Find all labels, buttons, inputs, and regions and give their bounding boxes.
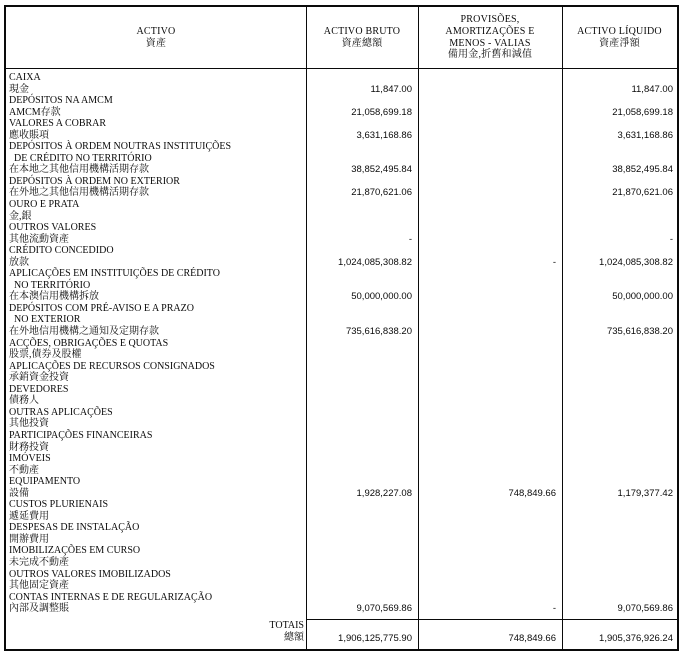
cell-amount: 21,870,621.06 [612, 187, 673, 199]
cell-amount: 38,852,495.84 [612, 164, 673, 176]
value-activo-liquido [562, 303, 677, 338]
value-activo-liquido [562, 72, 677, 95]
value-activo-bruto [306, 222, 418, 245]
row-label-line: 金,銀 [9, 210, 32, 222]
row-label-line: DEPÓSITOS COM PRÉ-AVISO E A PRAZO [9, 302, 194, 314]
cell-amount: 3,631,168.86 [617, 129, 673, 141]
row-label-line: 未完成不動產 [9, 556, 69, 568]
cell-amount: 735,616,838.20 [606, 326, 673, 338]
table-row [6, 592, 677, 615]
table-row [6, 407, 677, 430]
row-label [6, 176, 306, 199]
value-provisoes [418, 72, 562, 95]
row-label-line: ACÇÕES, OBRIGAÇÕES E QUOTAS [9, 337, 169, 349]
header-liquido-pt: ACTIVO LÍQUIDO [577, 25, 662, 37]
cell-amount: 21,870,621.06 [351, 187, 412, 199]
value-activo-liquido [562, 407, 677, 430]
value-provisoes [418, 118, 562, 141]
balance-sheet-assets-table [4, 5, 679, 651]
table-row [6, 176, 677, 199]
row-label-line: DEPÓSITOS NA AMCM [9, 95, 113, 107]
value-activo-bruto [306, 499, 418, 522]
column-divider [562, 7, 563, 649]
row-label [6, 430, 306, 453]
cell-amount: 11,847.00 [631, 83, 673, 95]
table-header [6, 7, 677, 69]
value-activo-bruto [306, 592, 418, 615]
row-label-line: DEPÓSITOS À ORDEM NOUTRAS INSTITUIÇÕES [9, 141, 232, 153]
value-provisoes [418, 407, 562, 430]
value-activo-bruto [306, 453, 418, 476]
column-divider [418, 7, 419, 649]
value-provisoes [418, 176, 562, 199]
row-label-line: EQUIPAMENTO [9, 476, 81, 488]
value-provisoes [418, 592, 562, 615]
table-row [6, 384, 677, 407]
totals-row [6, 619, 677, 649]
row-label-line: CUSTOS PLURIENAIS [9, 499, 108, 511]
row-label [6, 199, 306, 222]
row-label-line: 應收賬項 [9, 129, 49, 141]
value-provisoes [418, 453, 562, 476]
table-row [6, 430, 677, 453]
header-provisoes-line1: PROVISÕES, [460, 14, 520, 26]
table-row [6, 338, 677, 361]
row-label [6, 268, 306, 303]
header-provisoes-line3: MENOS - VALIAS [449, 37, 531, 49]
value-activo-bruto [306, 176, 418, 199]
row-label-line: 其他投資 [9, 418, 49, 430]
column-divider [306, 7, 307, 649]
value-activo-liquido [562, 430, 677, 453]
table-row [6, 522, 677, 545]
cell-amount: - [552, 256, 556, 268]
row-label-line: DESPESAS DE INSTALAÇÃO [9, 522, 140, 534]
cell-amount: 735,616,838.20 [345, 326, 412, 338]
row-label-line: PARTICIPAÇÕES FINANCEIRAS [9, 429, 153, 441]
value-activo-bruto [306, 407, 418, 430]
row-label [6, 118, 306, 141]
value-activo-bruto [306, 476, 418, 499]
row-label [6, 245, 306, 268]
table-body [6, 69, 677, 619]
header-activo-pt: ACTIVO [136, 25, 176, 37]
row-label-line: APLICAÇÕES DE RECURSOS CONSIGNADOS [9, 360, 215, 372]
value-provisoes [418, 499, 562, 522]
value-activo-bruto [306, 268, 418, 303]
cell-amount: 1,024,085,308.82 [599, 256, 673, 268]
row-label [6, 141, 306, 176]
row-label-line: CONTAS INTERNAS E DE REGULARIZAÇÃO [9, 591, 213, 603]
value-provisoes [418, 268, 562, 303]
value-provisoes [418, 384, 562, 407]
row-label-line: OURO E PRATA [9, 199, 80, 211]
value-activo-bruto [306, 545, 418, 568]
header-provisoes [418, 7, 562, 68]
totals-provisoes: 748,849.66 [418, 619, 562, 649]
value-provisoes [418, 430, 562, 453]
row-label-line: 其他固定資產 [9, 580, 69, 592]
value-provisoes [418, 476, 562, 499]
value-activo-bruto [306, 430, 418, 453]
totals-label-pt: TOTAIS [269, 620, 304, 632]
row-label [6, 384, 306, 407]
totals-activo-bruto: 1,906,125,775.90 [306, 619, 418, 649]
row-label [6, 95, 306, 118]
value-activo-bruto [306, 384, 418, 407]
header-provisoes-zh: 備用金,折舊和減值 [447, 49, 533, 61]
value-activo-bruto [306, 245, 418, 268]
table-row [6, 361, 677, 384]
cell-amount: 50,000,000.00 [612, 291, 673, 303]
value-provisoes [418, 95, 562, 118]
row-label-line: 開辦費用 [9, 533, 49, 545]
table-row [6, 222, 677, 245]
value-provisoes [418, 569, 562, 592]
row-label-line: 股票,債券及股權 [9, 349, 82, 361]
value-provisoes [418, 361, 562, 384]
value-provisoes [418, 245, 562, 268]
row-label-line: AMCM存款 [9, 106, 61, 118]
row-label [6, 522, 306, 545]
row-label-line: 債務人 [9, 395, 39, 407]
cell-amount: 11,847.00 [370, 83, 412, 95]
value-activo-liquido [562, 338, 677, 361]
row-label-line: 內部及調整賬 [9, 603, 69, 615]
header-activo-liquido [562, 7, 677, 68]
row-label-line: NO EXTERIOR [9, 314, 81, 326]
header-activo-zh: 資產 [145, 37, 167, 49]
value-activo-liquido [562, 95, 677, 118]
row-label-line: OUTROS VALORES [9, 222, 97, 234]
table-row [6, 499, 677, 522]
value-activo-liquido [562, 268, 677, 303]
row-label-line: 不動產 [9, 464, 39, 476]
row-label [6, 545, 306, 568]
row-label-line: 在本澳信用機構拆放 [9, 291, 99, 303]
value-provisoes [418, 545, 562, 568]
header-bruto-pt: ACTIVO BRUTO [323, 25, 401, 37]
row-label-line: DE CRÉDITO NO TERRITÓRIO [9, 152, 152, 164]
cell-amount: 50,000,000.00 [351, 291, 412, 303]
cell-amount: - [408, 233, 412, 245]
value-provisoes [418, 522, 562, 545]
cell-amount: 1,928,227.08 [356, 487, 412, 499]
value-provisoes [418, 199, 562, 222]
row-label [6, 453, 306, 476]
table-row [6, 268, 677, 303]
value-provisoes [418, 222, 562, 245]
value-activo-liquido [562, 118, 677, 141]
value-provisoes [418, 141, 562, 176]
table-row [6, 569, 677, 592]
row-label-line: APLICAÇÕES EM INSTITUIÇÕES DE CRÉDITO [9, 268, 220, 280]
value-activo-liquido [562, 384, 677, 407]
cell-amount: - [552, 603, 556, 615]
totals-label-zh: 總額 [284, 631, 304, 643]
row-label-line: 在外地之其他信用機構活期存款 [9, 187, 149, 199]
cell-amount: 9,070,569.86 [356, 603, 412, 615]
cell-amount: 1,024,085,308.82 [338, 256, 412, 268]
value-activo-bruto [306, 72, 418, 95]
value-activo-liquido [562, 361, 677, 384]
row-label-line: IMÓVEIS [9, 453, 51, 465]
value-activo-liquido [562, 222, 677, 245]
value-activo-bruto [306, 118, 418, 141]
totals-activo-liquido: 1,905,376,926.24 [562, 619, 677, 649]
value-activo-bruto [306, 95, 418, 118]
row-label-line: DEVEDORES [9, 383, 69, 395]
row-label [6, 569, 306, 592]
value-activo-liquido [562, 499, 677, 522]
row-label-line: 遞延費用 [9, 510, 49, 522]
value-activo-liquido [562, 522, 677, 545]
row-label [6, 222, 306, 245]
row-label [6, 72, 306, 95]
row-label-line: 在本地之其他信用機構活期存款 [9, 164, 149, 176]
value-activo-liquido [562, 569, 677, 592]
table-row [6, 545, 677, 568]
table-row [6, 245, 677, 268]
row-label [6, 476, 306, 499]
row-label-line: IMOBILIZAÇÕES EM CURSO [9, 545, 141, 557]
cell-amount: 21,058,699.18 [351, 106, 412, 118]
table-row [6, 453, 677, 476]
row-label-line: CAIXA [9, 72, 41, 83]
cell-amount: 9,070,569.86 [617, 603, 673, 615]
row-label [6, 407, 306, 430]
row-label [6, 338, 306, 361]
header-activo-bruto [306, 7, 418, 68]
value-activo-liquido [562, 476, 677, 499]
value-activo-liquido [562, 199, 677, 222]
row-label-line: OUTROS VALORES IMOBILIZADOS [9, 568, 171, 580]
row-label-line: 其他流動資產 [9, 233, 69, 245]
row-label [6, 361, 306, 384]
value-activo-bruto [306, 303, 418, 338]
table-row [6, 199, 677, 222]
table-row [6, 303, 677, 338]
cell-amount: 38,852,495.84 [351, 164, 412, 176]
value-activo-bruto [306, 141, 418, 176]
row-label [6, 592, 306, 615]
row-label-line: 在外地信用機構之通知及定期存款 [9, 326, 159, 338]
row-label-line: NO TERRITÓRIO [9, 279, 91, 291]
header-liquido-zh: 資產淨額 [599, 37, 640, 49]
value-activo-liquido [562, 545, 677, 568]
row-label-line: CRÉDITO CONCEDIDO [9, 245, 114, 257]
header-bruto-zh: 資產總額 [341, 37, 383, 49]
value-activo-liquido [562, 592, 677, 615]
value-activo-liquido [562, 176, 677, 199]
header-activo [6, 7, 306, 68]
cell-amount: - [669, 233, 673, 245]
table-row [6, 118, 677, 141]
value-activo-bruto [306, 338, 418, 361]
row-label [6, 303, 306, 338]
value-provisoes [418, 303, 562, 338]
table-row [6, 476, 677, 499]
row-label [6, 499, 306, 522]
value-activo-liquido [562, 453, 677, 476]
table-row [6, 72, 677, 95]
value-activo-bruto [306, 199, 418, 222]
value-provisoes [418, 338, 562, 361]
cell-amount: 1,179,377.42 [617, 487, 673, 499]
header-provisoes-line2: AMORTIZAÇÕES E [445, 25, 535, 37]
table-row [6, 141, 677, 176]
value-activo-liquido [562, 245, 677, 268]
cell-amount: 3,631,168.86 [356, 129, 412, 141]
row-label-line: 現金 [9, 83, 29, 95]
cell-amount: 748,849.66 [508, 487, 556, 499]
value-activo-bruto [306, 522, 418, 545]
row-label-line: DEPÓSITOS À ORDEM NO EXTERIOR [9, 175, 180, 187]
value-activo-bruto [306, 361, 418, 384]
row-label-line: VALORES A COBRAR [9, 118, 107, 130]
value-activo-bruto [306, 569, 418, 592]
row-label-line: 承銷資金投資 [9, 372, 69, 384]
row-label-line: 財務投資 [9, 441, 49, 453]
row-label-line: 設備 [9, 487, 29, 499]
totals-label [6, 619, 306, 649]
row-label-line: 放款 [9, 256, 29, 268]
table-row [6, 95, 677, 118]
cell-amount: 21,058,699.18 [612, 106, 673, 118]
value-activo-liquido [562, 141, 677, 176]
row-label-line: OUTRAS APLICAÇÕES [9, 406, 113, 418]
